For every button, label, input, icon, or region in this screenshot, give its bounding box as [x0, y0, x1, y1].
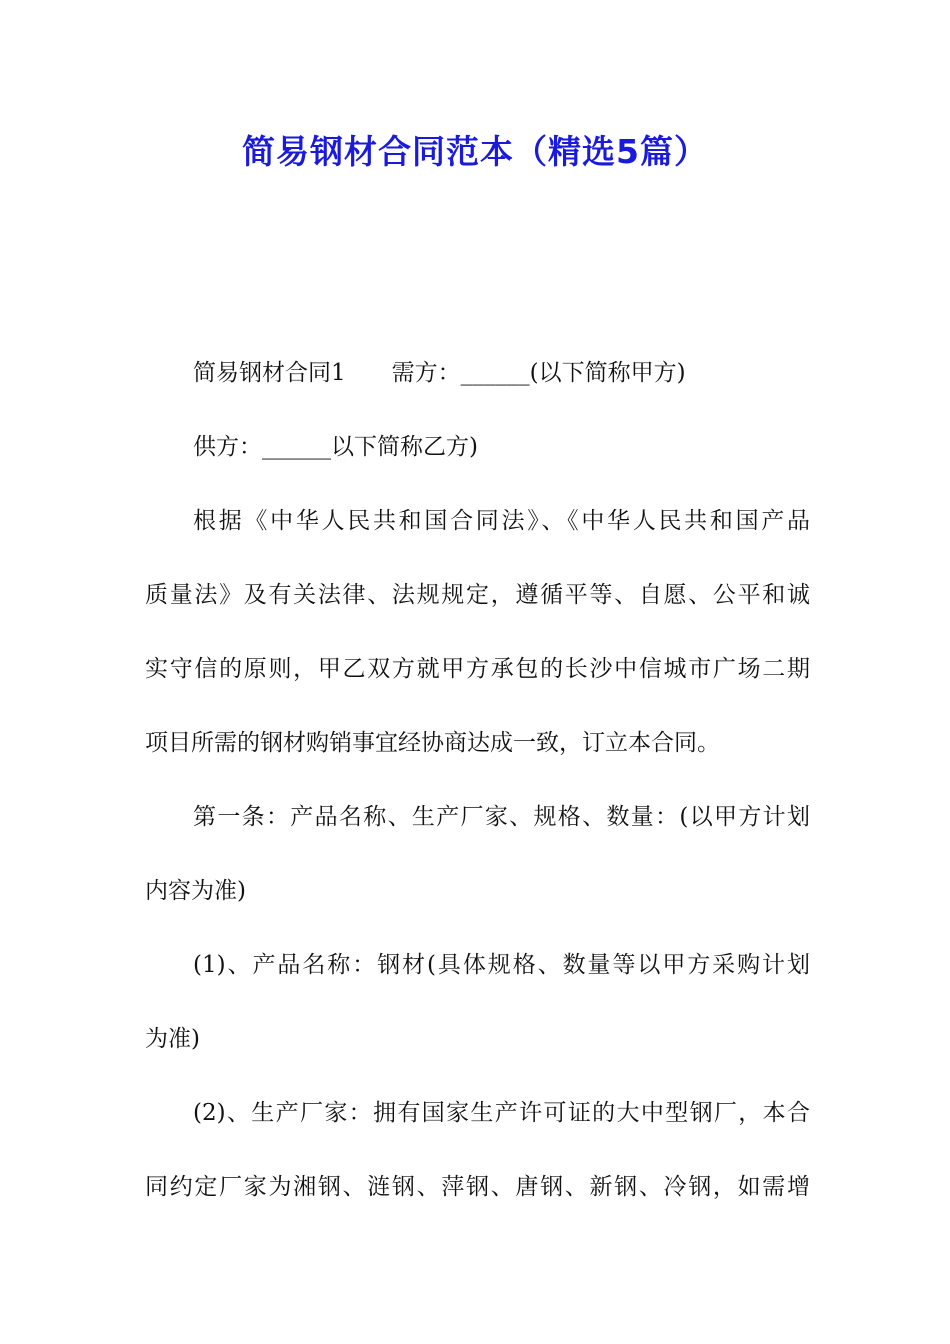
paragraph-line — [145, 1150, 810, 1224]
line-text: 同约定厂家为湘钢、涟钢、萍钢、唐钢、新钢、冷钢，如需增 — [145, 1174, 810, 1200]
paragraph-line — [145, 928, 810, 1002]
line-text: 根据《中华人民共和国合同法》、《中华人民共和国产品 — [193, 508, 810, 534]
line-text: 内容为准) — [145, 878, 246, 904]
paragraph-line — [145, 484, 810, 558]
line-text: (2)、生产厂家：拥有国家生产许可证的大中型钢厂，本合 — [193, 1100, 810, 1126]
line-text: 质量法》及有关法律、法规规定，遵循平等、自愿、公平和诚 — [145, 582, 810, 608]
line-text: (1)、产品名称：钢材(具体规格、数量等以甲方采购计划 — [193, 952, 810, 978]
line-text: 为准) — [145, 1026, 200, 1052]
paragraph-line — [145, 854, 810, 928]
line-text: 实守信的原则，甲乙双方就甲方承包的长沙中信城市广场二期 — [145, 656, 810, 682]
line-text: 供方：______以下简称乙方) — [193, 434, 478, 460]
paragraph-line — [145, 336, 810, 410]
paragraph-line — [145, 1076, 810, 1150]
document-title: 简易钢材合同范本（精选5篇） — [242, 132, 708, 171]
line-text: 第一条：产品名称、生产厂家、规格、数量：(以甲方计划 — [193, 804, 810, 830]
line-text: 项目所需的钢材购销事宜经协商达成一致，订立本合同。 — [145, 730, 720, 756]
paragraph-line — [145, 632, 810, 706]
document-body — [145, 336, 810, 1224]
paragraph-line — [145, 706, 810, 780]
paragraph-line — [145, 558, 810, 632]
line-text: 简易钢材合同1 需方：______(以下简称甲方) — [193, 360, 686, 386]
paragraph-line — [145, 780, 810, 854]
paragraph-line — [145, 410, 810, 484]
paragraph-line — [145, 1002, 810, 1076]
